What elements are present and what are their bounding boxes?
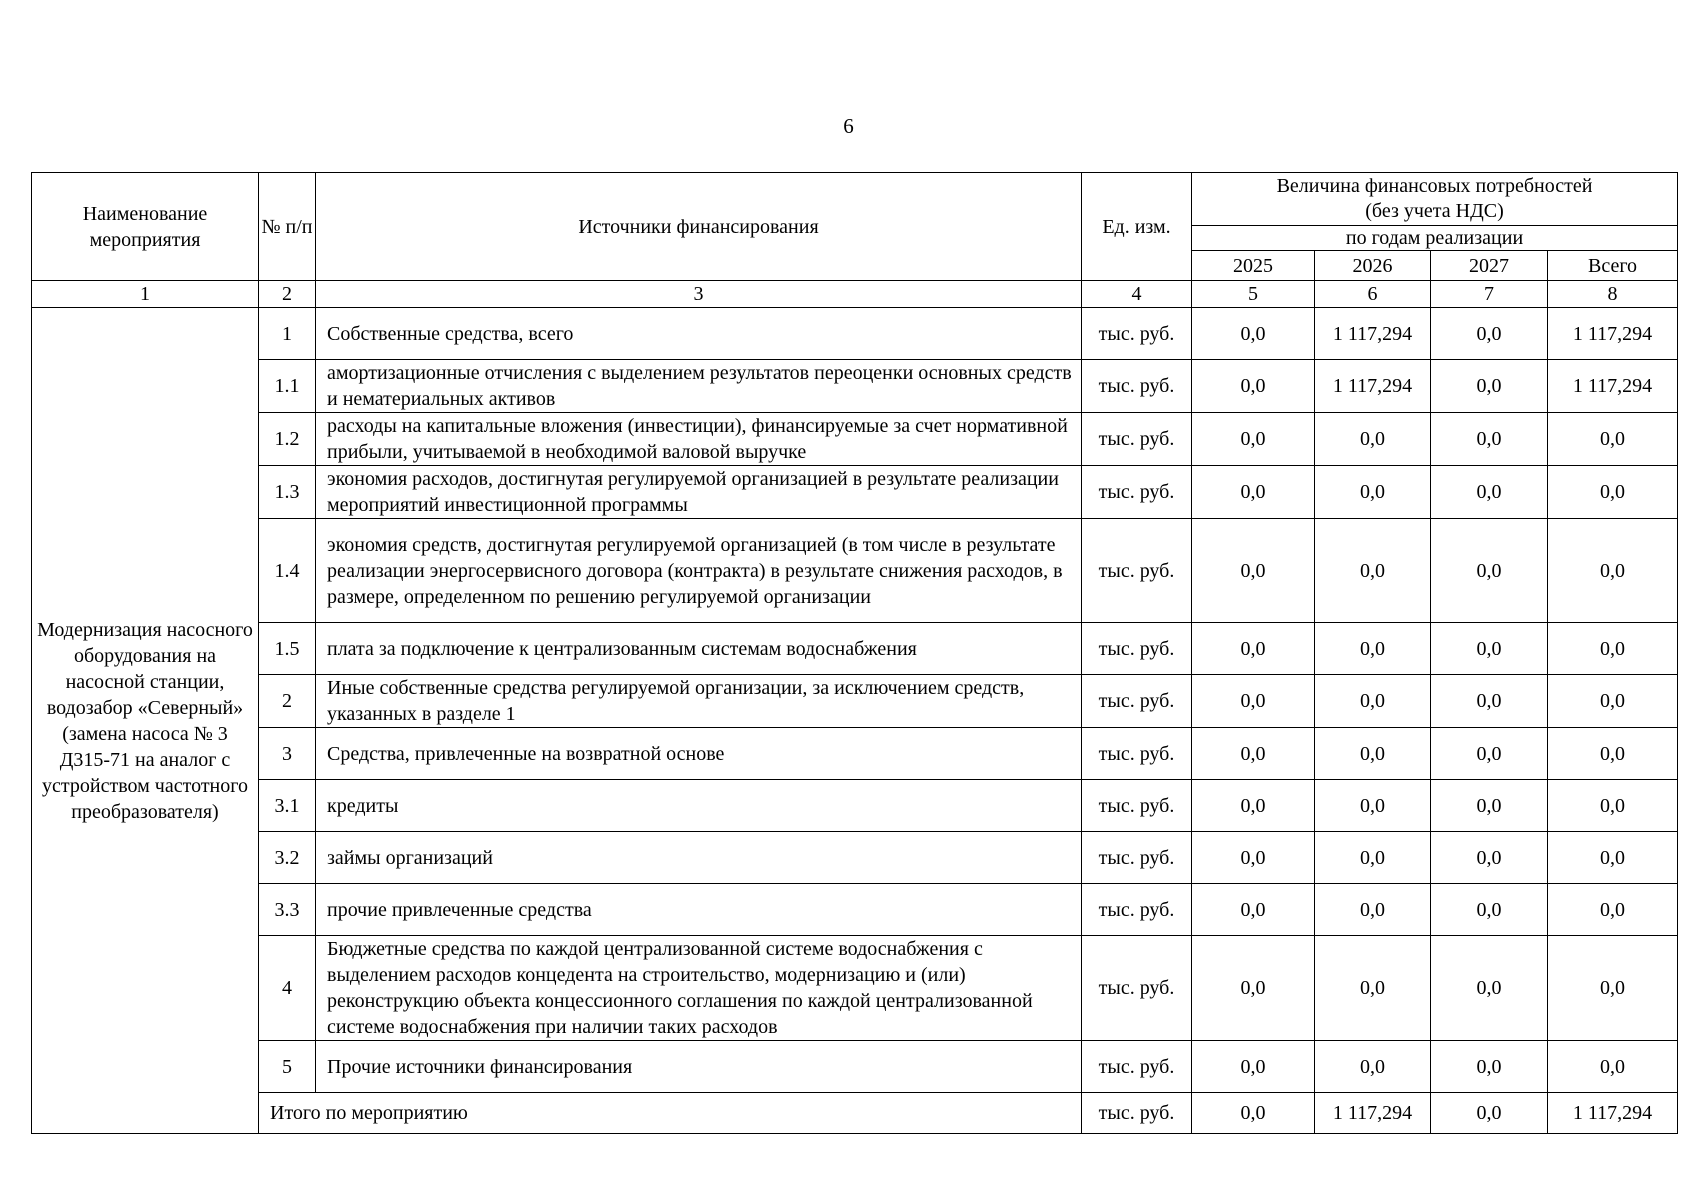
header-year-2027: 2027 <box>1431 251 1548 281</box>
header-value-line2: (без учета НДС) <box>1365 200 1504 222</box>
value-2026: 0,0 <box>1315 832 1431 884</box>
financing-source: прочие привлеченные средства <box>316 884 1082 936</box>
header-by-years: по годам реализации <box>1192 226 1678 251</box>
financing-source: кредиты <box>316 780 1082 832</box>
value-total: 1 117,294 <box>1548 308 1678 360</box>
value-2025: 0,0 <box>1192 832 1315 884</box>
header-row <box>32 173 1678 226</box>
header-number: № п/п <box>259 173 316 281</box>
unit: тыс. руб. <box>1082 728 1192 780</box>
total-label: Итого по мероприятию <box>259 1093 1082 1134</box>
header-sources: Источники финансирования <box>316 173 1082 281</box>
table-row <box>32 1041 1678 1093</box>
value-total: 0,0 <box>1548 728 1678 780</box>
table-row <box>32 466 1678 519</box>
event-name: Модернизация насосного оборудования на насосной станции, водозабор «Северный» (замена насоса № 3 Д315-71 на аналог с устройством частотного преобразователя) <box>32 308 259 1134</box>
column-number: 7 <box>1431 281 1548 308</box>
value-2027: 0,0 <box>1431 308 1548 360</box>
unit: тыс. руб. <box>1082 1041 1192 1093</box>
unit: тыс. руб. <box>1082 623 1192 675</box>
row-number: 1.2 <box>259 413 316 466</box>
value-2025: 0,0 <box>1192 936 1315 1041</box>
row-number: 4 <box>259 936 316 1041</box>
value-2027: 0,0 <box>1431 884 1548 936</box>
value-2026: 0,0 <box>1315 1041 1431 1093</box>
table-row <box>32 884 1678 936</box>
value-2026: 0,0 <box>1315 623 1431 675</box>
table-row <box>32 519 1678 623</box>
row-number: 1.5 <box>259 623 316 675</box>
header-year-total: Всего <box>1548 251 1678 281</box>
table-row <box>32 936 1678 1041</box>
unit: тыс. руб. <box>1082 936 1192 1041</box>
value-2025: 0,0 <box>1192 884 1315 936</box>
header-unit: Ед. изм. <box>1082 173 1192 281</box>
value-total: 0,0 <box>1548 780 1678 832</box>
column-number: 8 <box>1548 281 1678 308</box>
unit: тыс. руб. <box>1082 832 1192 884</box>
unit: тыс. руб. <box>1082 780 1192 832</box>
financing-source: амортизационные отчисления с выделением результатов переоценки основных средств и нематериальных активов <box>316 360 1082 413</box>
value-2025: 0,0 <box>1192 308 1315 360</box>
table-row <box>32 728 1678 780</box>
row-number: 3.2 <box>259 832 316 884</box>
column-numbers-row <box>32 281 1678 308</box>
financing-source: плата за подключение к централизованным системам водоснабжения <box>316 623 1082 675</box>
value-2027: 0,0 <box>1431 360 1548 413</box>
column-number: 4 <box>1082 281 1192 308</box>
financing-source: экономия средств, достигнутая регулируемой организацией (в том числе в результате реализации энергосервисного договора (контракта) в результате снижения расходов, в размере, определенном по решению регулируемой организации <box>316 519 1082 623</box>
value-2027: 0,0 <box>1431 413 1548 466</box>
value-2027: 0,0 <box>1431 832 1548 884</box>
value-2027: 0,0 <box>1431 780 1548 832</box>
value-total: 0,0 <box>1548 1041 1678 1093</box>
page-number: 6 <box>843 114 854 138</box>
table-row <box>32 360 1678 413</box>
value-total: 0,0 <box>1548 936 1678 1041</box>
unit: тыс. руб. <box>1082 413 1192 466</box>
value-2026: 0,0 <box>1315 519 1431 623</box>
value-2025: 0,0 <box>1192 413 1315 466</box>
financing-source: Бюджетные средства по каждой централизованной системе водоснабжения с выделением расходов концедента на строительство, модернизацию и (или) реконструкцию объекта концессионного соглашения по каждой централизованной системе водоснабжения при наличии таких расходов <box>316 936 1082 1041</box>
value-total: 0,0 <box>1548 675 1678 728</box>
unit: тыс. руб. <box>1082 884 1192 936</box>
value-total: 0,0 <box>1548 519 1678 623</box>
column-number: 1 <box>32 281 259 308</box>
financing-table <box>31 172 1678 1134</box>
total-row <box>32 1093 1678 1134</box>
value-2026: 0,0 <box>1315 884 1431 936</box>
value-2026: 0,0 <box>1315 413 1431 466</box>
value-2025: 0,0 <box>1192 728 1315 780</box>
value-2025: 0,0 <box>1192 780 1315 832</box>
total-all: 1 117,294 <box>1548 1093 1678 1134</box>
row-number: 2 <box>259 675 316 728</box>
table-row <box>32 675 1678 728</box>
financing-source: займы организаций <box>316 832 1082 884</box>
row-number: 1.4 <box>259 519 316 623</box>
value-2027: 0,0 <box>1431 466 1548 519</box>
value-total: 0,0 <box>1548 623 1678 675</box>
table-row <box>32 413 1678 466</box>
row-number: 1 <box>259 308 316 360</box>
unit: тыс. руб. <box>1082 675 1192 728</box>
value-2026: 0,0 <box>1315 675 1431 728</box>
value-total: 0,0 <box>1548 466 1678 519</box>
table-row <box>32 780 1678 832</box>
value-2025: 0,0 <box>1192 1041 1315 1093</box>
value-2026: 0,0 <box>1315 466 1431 519</box>
value-2025: 0,0 <box>1192 623 1315 675</box>
value-2026: 0,0 <box>1315 780 1431 832</box>
row-number: 1.3 <box>259 466 316 519</box>
value-2027: 0,0 <box>1431 519 1548 623</box>
column-number: 3 <box>316 281 1082 308</box>
header-value <box>1192 173 1678 226</box>
header-event: Наименование мероприятия <box>32 173 259 281</box>
value-2027: 0,0 <box>1431 1041 1548 1093</box>
row-number: 1.1 <box>259 360 316 413</box>
value-2025: 0,0 <box>1192 675 1315 728</box>
unit: тыс. руб. <box>1082 519 1192 623</box>
value-2025: 0,0 <box>1192 519 1315 623</box>
value-2027: 0,0 <box>1431 675 1548 728</box>
header-year-2025: 2025 <box>1192 251 1315 281</box>
financing-source: экономия расходов, достигнутая регулируемой организацией в результате реализации мероприятий инвестиционной программы <box>316 466 1082 519</box>
value-total: 0,0 <box>1548 884 1678 936</box>
row-number: 3 <box>259 728 316 780</box>
value-total: 1 117,294 <box>1548 360 1678 413</box>
value-2026: 1 117,294 <box>1315 308 1431 360</box>
header-year-2026: 2026 <box>1315 251 1431 281</box>
unit: тыс. руб. <box>1082 308 1192 360</box>
value-2026: 1 117,294 <box>1315 360 1431 413</box>
value-2026: 0,0 <box>1315 728 1431 780</box>
column-number: 5 <box>1192 281 1315 308</box>
table-row <box>32 308 1678 360</box>
table-row <box>32 623 1678 675</box>
value-2027: 0,0 <box>1431 728 1548 780</box>
value-2027: 0,0 <box>1431 936 1548 1041</box>
total-2025: 0,0 <box>1192 1093 1315 1134</box>
column-number: 2 <box>259 281 316 308</box>
value-total: 0,0 <box>1548 413 1678 466</box>
total-2026: 1 117,294 <box>1315 1093 1431 1134</box>
value-total: 0,0 <box>1548 832 1678 884</box>
financing-source: расходы на капитальные вложения (инвестиции), финансируемые за счет нормативной прибыли, учитываемой в необходимой валовой выручке <box>316 413 1082 466</box>
value-2027: 0,0 <box>1431 623 1548 675</box>
table-row <box>32 832 1678 884</box>
value-2025: 0,0 <box>1192 466 1315 519</box>
row-number: 3.3 <box>259 884 316 936</box>
unit: тыс. руб. <box>1082 466 1192 519</box>
value-2025: 0,0 <box>1192 360 1315 413</box>
total-unit: тыс. руб. <box>1082 1093 1192 1134</box>
financing-source: Иные собственные средства регулируемой организации, за исключением средств, указанных в разделе 1 <box>316 675 1082 728</box>
header-value-line1: Величина финансовых потребностей <box>1276 175 1593 197</box>
column-number: 6 <box>1315 281 1431 308</box>
row-number: 5 <box>259 1041 316 1093</box>
row-number: 3.1 <box>259 780 316 832</box>
financing-source: Средства, привлеченные на возвратной основе <box>316 728 1082 780</box>
value-2026: 0,0 <box>1315 936 1431 1041</box>
unit: тыс. руб. <box>1082 360 1192 413</box>
total-2027: 0,0 <box>1431 1093 1548 1134</box>
financing-source: Собственные средства, всего <box>316 308 1082 360</box>
financing-source: Прочие источники финансирования <box>316 1041 1082 1093</box>
